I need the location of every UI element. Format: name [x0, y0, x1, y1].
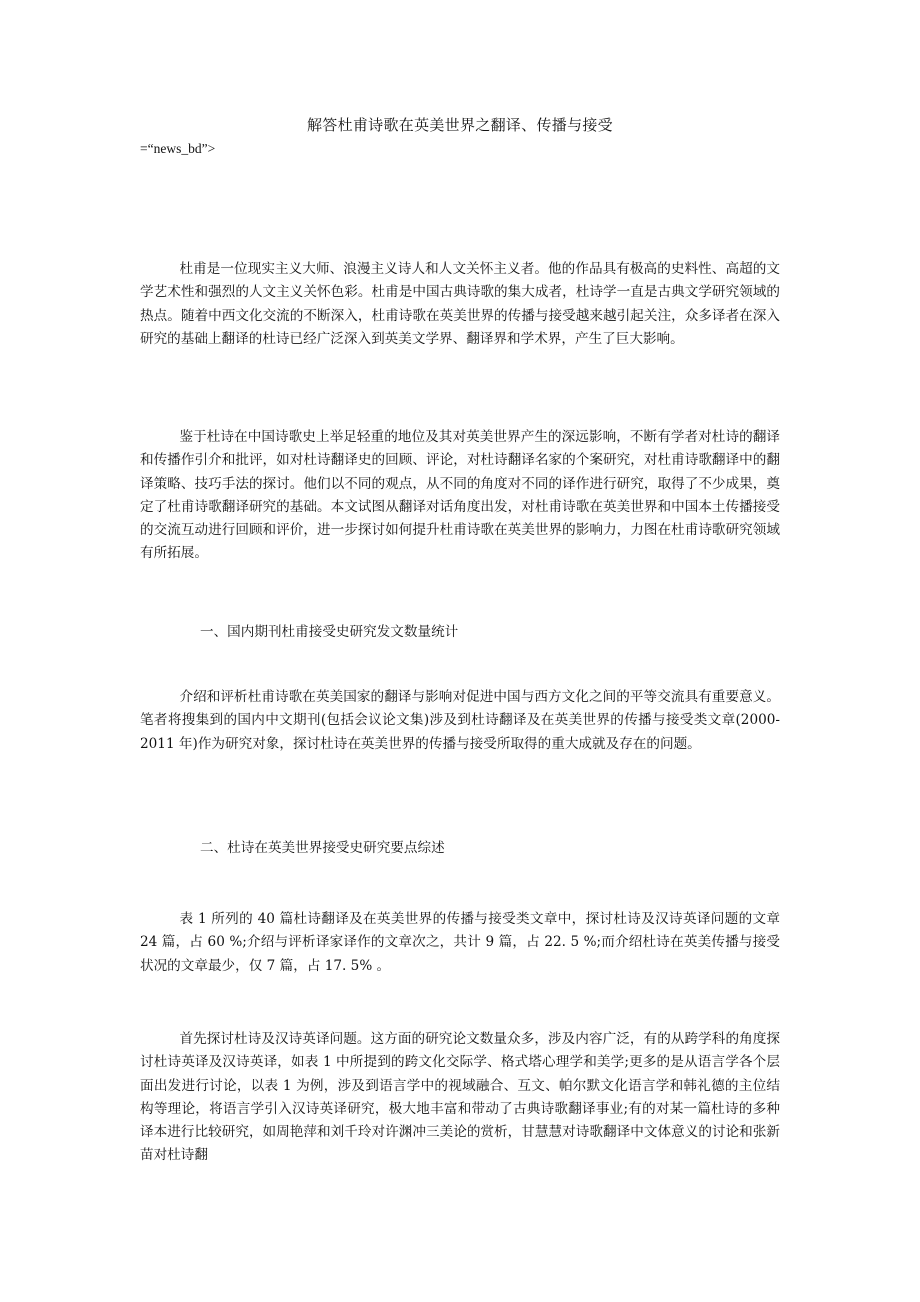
section-heading-2: 二、杜诗在英美世界接受史研究要点综述: [200, 840, 445, 856]
paragraph-3: 介绍和评析杜甫诗歌在英美国家的翻译与影响对促进中国与西方文化之间的平等交流具有重要意义。笔者将搜集到的国内中文期刊(包括会议论文集)涉及到杜诗翻译及在英美世界的传播与接受类文章(2000-2011 年)作为研究对象，探讨杜诗在英美世界的传播与接受所取得的重大成就及存在的问题。: [140, 689, 780, 752]
stray-code-fragment: =“news_bd”>: [140, 141, 216, 156]
paragraph-1: 杜甫是一位现实主义大师、浪漫主义诗人和人文关怀主义者。他的作品具有极高的史料性、高超的文学艺术性和强烈的人文主义关怀色彩。杜甫是中国古典诗歌的集大成者，杜诗学一直是古典文学研究领域的热点。随着中西文化交流的不断深入，杜甫诗歌在英美世界的传播与接受越来越引起关注，众多译者在深入研究的基础上翻译的杜诗已经广泛深入到英美文学界、翻译界和学术界，产生了巨大影响。: [140, 261, 780, 347]
paragraph-5: 首先探讨杜诗及汉诗英译问题。这方面的研究论文数量众多，涉及内容广泛，有的从跨学科的角度探讨杜诗英译及汉诗英译，如表 1 中所提到的跨文化交际学、格式塔心理学和美学;更多的是从语言学各个层面出发进行讨论，以表 1 为例，涉及到语言学中的视域融合、互文、帕尔默文化语言学和韩礼德的主位结构等理论，将语言学引入汉诗英译研究，极大地丰富和带动了古典诗歌翻译事业;有的对某一篇杜诗的多种译本进行比较研究，如周艳萍和刘千玲对许渊冲三美论的赏析，甘慧慧对诗歌翻译中文体意义的讨论和张新苗对杜诗翻: [140, 1031, 780, 1164]
document-title: 解答杜甫诗歌在英美世界之翻译、传播与接受: [306, 116, 613, 134]
section-heading-1: 一、国内期刊杜甫接受史研究发文数量统计: [200, 624, 459, 640]
paragraph-4: 表 1 所列的 40 篇杜诗翻译及在英美世界的传播与接受类文章中，探讨杜诗及汉诗英译问题的文章 24 篇，占 60 %;介绍与评析译家译作的文章次之，共计 9 篇，占 22. 5 %;而介绍杜诗在英美传播与接受状况的文章最少，仅 7 篇，占 17. 5% 。: [140, 911, 780, 974]
paragraph-2: 鉴于杜诗在中国诗歌史上举足轻重的地位及其对英美世界产生的深远影响，不断有学者对杜诗的翻译和传播作引介和批评，如对杜诗翻译史的回顾、评论，对杜诗翻译名家的个案研究，对杜甫诗歌翻译中的翻译策略、技巧手法的探讨。他们以不同的观点，从不同的角度对不同的译作进行研究，取得了不少成果，奠定了杜甫诗歌翻译研究的基础。本文试图从翻译对话角度出发，对杜甫诗歌在英美世界和中国本土传播接受的交流互动进行回顾和评价，进一步探讨如何提升杜甫诗歌在英美世界的影响力，力图在杜甫诗歌研究领域有所拓展。: [140, 429, 780, 562]
